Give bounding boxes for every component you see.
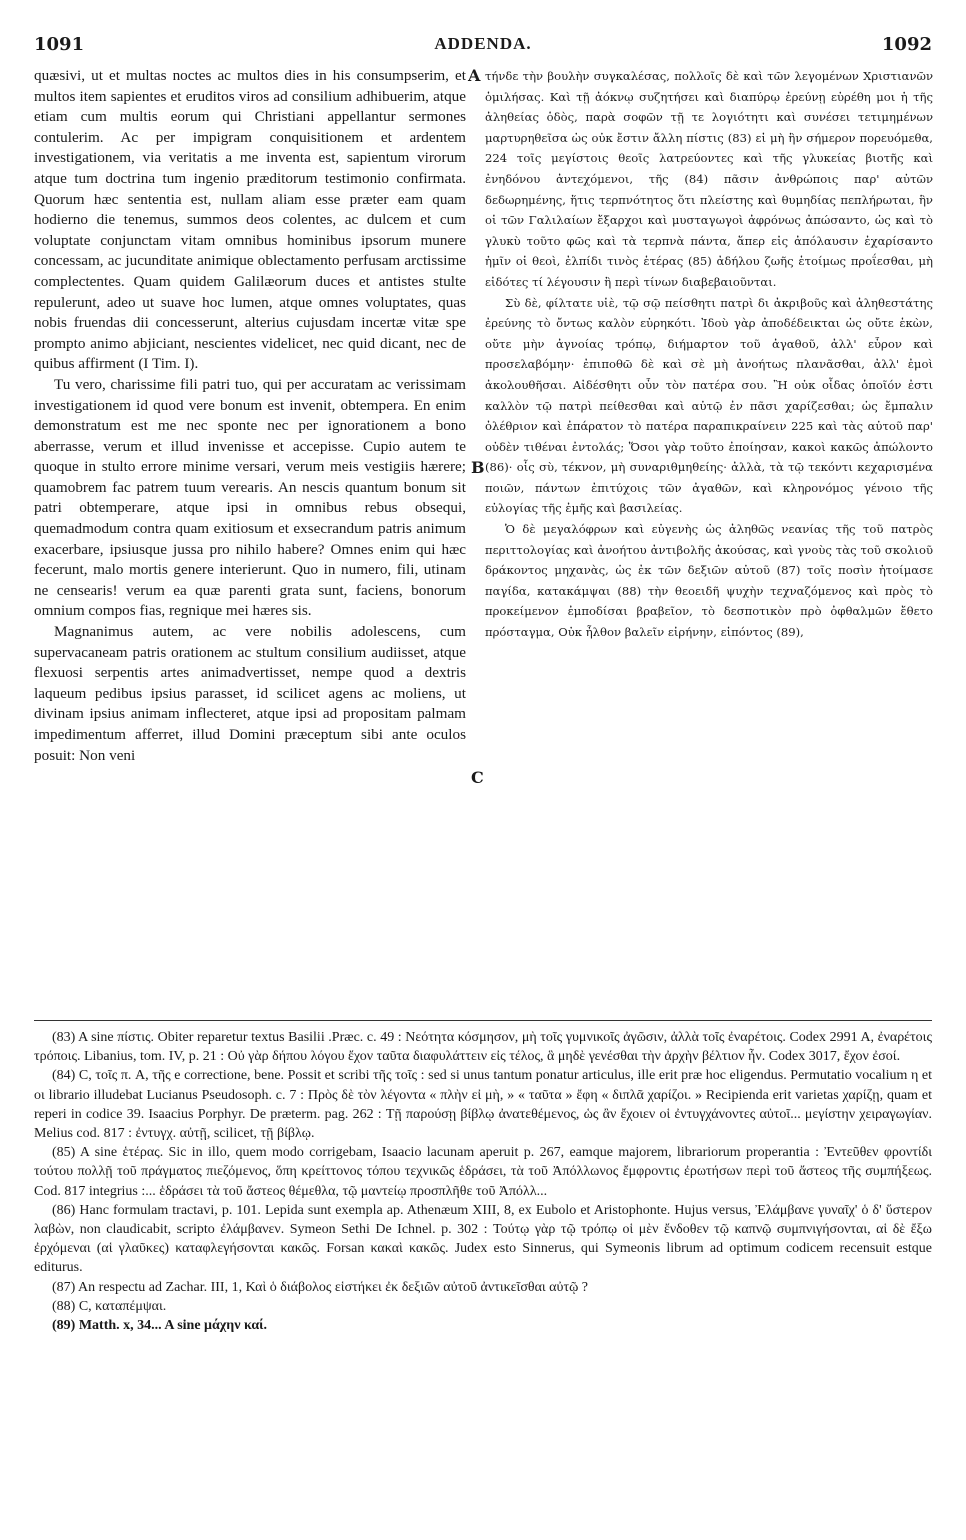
footnote-87: (87) An respectu ad Zachar. III, 1, Καὶ ὁ διάβολος εἱστήκει ἐκ δεξιῶν αὐτοῦ ἀντικεῖσθαι αὐτῷ ? [52, 1279, 588, 1295]
section-marker-b: B [471, 458, 485, 477]
greek-column [485, 66, 933, 746]
section-marker-c: C [471, 768, 484, 787]
greek-paragraph-3: Ὁ δὲ μεγαλόφρων καὶ εὐγενὴς ὡς ἀληθῶς νεανίας τῆς τοῦ πατρὸς περιττολογίας καὶ ἀνοήτου ἀντιβολῆς ἀκούσας, καὶ γνοὺς τὰς τοῦ σκολιοῦ δράκοντος μηχανὰς, ὡς ἐκ τῶν δεξιῶν αὐτοῦ (87) τοῖς ποσὶν ἡτοίμασε παγίδα, κατακάμψαι (88) τὴν θεοειδῆ ψυχὴν τεχναζόμενος καὶ πρὸς τὸ προκείμενον ἐμποδίσαι βραβεῖον, τὸ δεσποτικὸν πρὸ ὀφθαλμῶν ἔθετο πρόσταγμα, Οὐκ ἦλθον βαλεῖν εἰρήνην, εἰπόντος (89), [485, 522, 933, 640]
footnotes [34, 1028, 932, 1508]
footnote-84: (84) C, τοῖς π. A, τῆς e correctione, bene. Possit et scribi τῆς τοῖς : sed si unus tantum ponatur articulus, ille erit præ hoc eligendus. Permutatio vocalium η et οι librario illudebat Lucianus Pseudosoph. c. 7 : Πρὸς δὲ τὸν λέγοντα « πλὴν εἰ μὴ, » « ταῦτα » ἔφη « διπλᾶ χαρίζοι. » Recipienda erit varietas χαρίζῃ, quam et reperi in codice 39. Isaacius Porphyr. De præterm. pag. 262 : Τῇ παρούσῃ βίβλῳ ἀνατεθέμενος, ὡς ἂν ἔχοιεν οἱ ἐντυγχάνοντες αὐτοῖ... μεγίστην χειραγωγίαν. Melius cod. 817 : ἐντυγχ. αὐτῇ, scilicet, τῇ βίβλῳ. [34, 1068, 932, 1142]
footnote-89: (89) Matth. x, 34... A sine μάχην καί. [52, 1318, 267, 1334]
running-title: ADDENDA. [434, 34, 532, 53]
latin-paragraph-3: Magnanimus autem, ac vere nobilis adolescens, cum supervacaneam patris orationem ac stultum consilium audiisset, atque flexuosi serpentis artes animadvertisset, nempe quod a dextris laqueum pedibus ipsius parasset, id scilicet agens ac moliens, ut divinam ipsius animam inflecteret, atque ipsi ad propositam palmam impedimentum afferret, illud Domini præceptum sibi ante oculos posuit: Non veni [34, 623, 466, 764]
footnote-divider [34, 1020, 932, 1021]
footnote-86: (86) Hanc formulam tractavi, p. 101. Lepida sunt exempla ap. Athenæum XIII, 8, ex Eubolo et Aristophonte. Hujus versus, Ἐλάμβανε γυναῖχ' ὁ δ' ὕστερον λαβὼν, non claudicabit, scripto ἐλάμβανεν. Symeon Sethi De Ichnel. p. 302 : Τούτῳ γὰρ τῷ τρόπῳ οἱ μὲν ἔνδοθεν τῷ καπνῷ συμπνιγήσονται, αἱ δὲ ἔξω ἐρχόμεναι (αἱ γλαῦκες) καταφλεγήσονται κακῶς. Forsan κακαὶ κακῶς. Judex esto Sinnerus, qui Symeonis librum ad optimum codicem recensuit estque editurus. [34, 1202, 932, 1276]
section-marker-a: A [468, 66, 481, 85]
greek-paragraph-1: τήνδε τὴν βουλὴν συγκαλέσας, πολλοῖς δὲ καὶ τῶν λεγομένων Χριστιανῶν ὁμιλήσας. Καὶ τῇ ἀόκνῳ συζητήσει καὶ διαπύρῳ ἐρεύνῃ εὑρέθη μοι ἡ τῆς ἀληθείας ὁδὸς, παρὰ σοφῶν τῇ τε λογιότητι καὶ συνέσει τετιμημένων μαρτυρηθεῖσα ὡς οὐκ ἔστιν ἄλλη πίστις (83) εἰ μὴ ἣν σήμερον πορευόμεθα, 224 τοῖς μεγίστοις θεοῖς λατρεύοντες καὶ τῆς γλυκείας βιοτῆς καὶ ἐνηδόνου ἀντεχόμενοι, τῆς (84) πᾶσιν ἀνθρώποις παρ' αὐτῶν δεδωρημένης, ἥτις τερπνότητος ὅτι πλείστης καὶ θυμηδίας πεπλήρωται, ἣν οἱ τῶν Γαλιλαίων ἔξαρχοι καὶ μυσταγωγοὶ ἀφρόνως ἀπώσαντο, ὡς καὶ τὸ γλυκὺ τοῦτο φῶς καὶ τὰ τερπνὰ πάντα, ἅπερ εἰς ἀπόλαυσιν ἐχαρίσαντο ἡμῖν οἱ θεοὶ, ἐλπίδι τινὸς ἑτέρας (85) ἀδήλου ζωῆς ἑτοίμως προΐεσθαι, μὴ εἰδότες τί λέγουσιν ἢ περὶ τίνων διαβεβαιοῦνται. [485, 69, 933, 289]
page-number-right: 1092 [881, 34, 932, 55]
latin-column [34, 66, 466, 764]
footnote-88: (88) C, καταπέμψαι. [52, 1298, 167, 1314]
greek-paragraph-2: Σὺ δὲ, φίλτατε υἱὲ, τῷ σῷ πείσθητι πατρὶ δι ἀκριβοῦς καὶ ἀληθεστάτης ἐρεύνης τὸ ὄντως καλὸν εὑρηκότι. Ἰδοὺ γὰρ ἀποδέδεικται ὡς οὔτε ἑκὼν, οὔτε μὴν ἀγνοίας τρόπῳ, διήμαρτον τοῦ ἀγαθοῦ, ἀλλ' εὗρον καὶ προσελαβόμην· ἐπιποθῶ δὲ καὶ σὲ μὴ ἀνοήτως πλανᾶσθαι, ἀλλ' ἐμοὶ ἀκολουθῆσαι. Αἰδέσθητι οὖν τὸν πατέρα σου. Ἢ οὐκ οἶδας ὁποῖόν ἐστι καλλὸν τῷ πατρὶ πείθεσθαι καὶ αὐτῷ ἐν πᾶσι χαρίζεσθαι; ὡς ἔμπαλιν ὀλέθριον καὶ ἐπάρατον τὸ πατέρα παραπικραίνειν 225 καὶ τὰς αὐτοῦ παρ' οὐδὲν τιθέναι ἐντολάς; Ὅσοι γὰρ τοῦτο ἐποίησαν, κακοὶ κακῶς ἀπώλοντο (86)· οἷς σὺ, τέκνον, μὴ συναριθμηθείης· ἀλλὰ, τὰ τῷ τεκόντι κεχαρισμένα ποιῶν, πάντων ἐπιτύχοις τῶν ἀγαθῶν, καὶ κληρονόμος γένοιο τῆς εὐλογίας τῆς ἐμῆς καὶ βασιλείας. [485, 295, 933, 516]
footnote-85: (85) A sine ἑτέρας. Sic in illo, quem modo corrigebam, Isaacio lacunam aperuit p. 267, eamque majorem, librariorum properantia : Ἐντεῦθεν φροντίδι τούτου πολλῇ τοῦ πράγματος πιεζόμενος, ὅπη κρείττονος τόπου τεχνικῶς ἑδράσει, τὰ τοῦ Ἀπόλλωνος ἔμφροντις ἐρωτήσων περὶ τοῦ ἄστεος τῆς συμπήξεως. Cod. 817 integrius :... ἑδράσει τὰ τοῦ ἄστεος θέμεθλα, τῷ μαντείῳ προσπλῆθε τοῦ Ἀπόλλ... [34, 1145, 932, 1199]
footnote-83: (83) A sine πίστις. Obiter reparetur textus Basilii .Præc. c. 49 : Νεότητα κόσμησον, μὴ τοῖς γυμνικοῖς ἀγῶσιν, ἀλλὰ τοῖς ἐναρέτοις. Codex 2991 A, ἐναρέτοις τρόποις. Libanius, tom. IV, p. 21 : Οὐ γὰρ δήπου λόγου ἔχον ταῦτα διαφυλάττειν εἰς τέλος, ἃ μηδὲ γενέσθαι τὴν ἀρχὴν βέλτιον ἦν. Codex 3017, ἔχον ἐσοί. [34, 1030, 932, 1065]
page-number-left: 1091 [34, 34, 85, 55]
page-header [34, 34, 932, 60]
latin-paragraph-1: quæsivi, ut et multas noctes ac multos dies in his consumpserim, et multos item sapientes et eruditos viros ad consilium adhibuerim, atque etiam cum multis eorum qui Christiani appellantur sermones contulerim. Ac per impigram conquisitionem et ardentem investigationem, via veritatis a me inventa est, sapientum virorum atque tum doctrina tum ingenio præditorum testimonio confirmata. Quorum hæc sententia est, nullam aliam esse præter eam quam hodierno die tenemus, summos deos colentes, ac dulcem et cum voluptate conjunctam vitam omnibus hominibus ipsorum munere concessam, ac jucunditate animique oblectamento perfusam arctissime complectentes. Quam quidem Galilæorum duces et antistes stulte repulerunt, adeo ut suave hoc lumen, atque omnes voluptates, quas nobis fruendas dii concesserunt, alterius cujusdam incertæ vitæ spe prompto animo abjiciant, nescientes videlicet, nec quid dicant, nec de quibus affirment (I Tim. I). [34, 67, 466, 373]
latin-paragraph-2: Tu vero, charissime fili patri tuo, qui per accuratam ac verissimam investigationem id quod vere bonum est invenit, obtempera. En enim demonstratum est me nec sponte nec per ignorationem a bono aberrasse, verum et illud invenisse et accepisse. Cupio autem te quoque in stulto errore minime versari, verum meis vestigiis hærere; quamobrem fac patrem tuum verearis. An nescis quantum bonum sit patri obtemperare, atque ipsi in omnibus rebus obsequi, quemadmodum contra quam exitiosum et exsecrandum patris animum exacerbare, ipsiusque jussa pro nihilo habere? Omnes enim qui hæc fecerunt, malo mortis genere interierunt. Quo in numero, fili, utinam ne censearis! verum ea quæ parenti grata sunt, faciens, bonorum omnium compos fias, regnique mei hæres sis. [34, 375, 466, 620]
